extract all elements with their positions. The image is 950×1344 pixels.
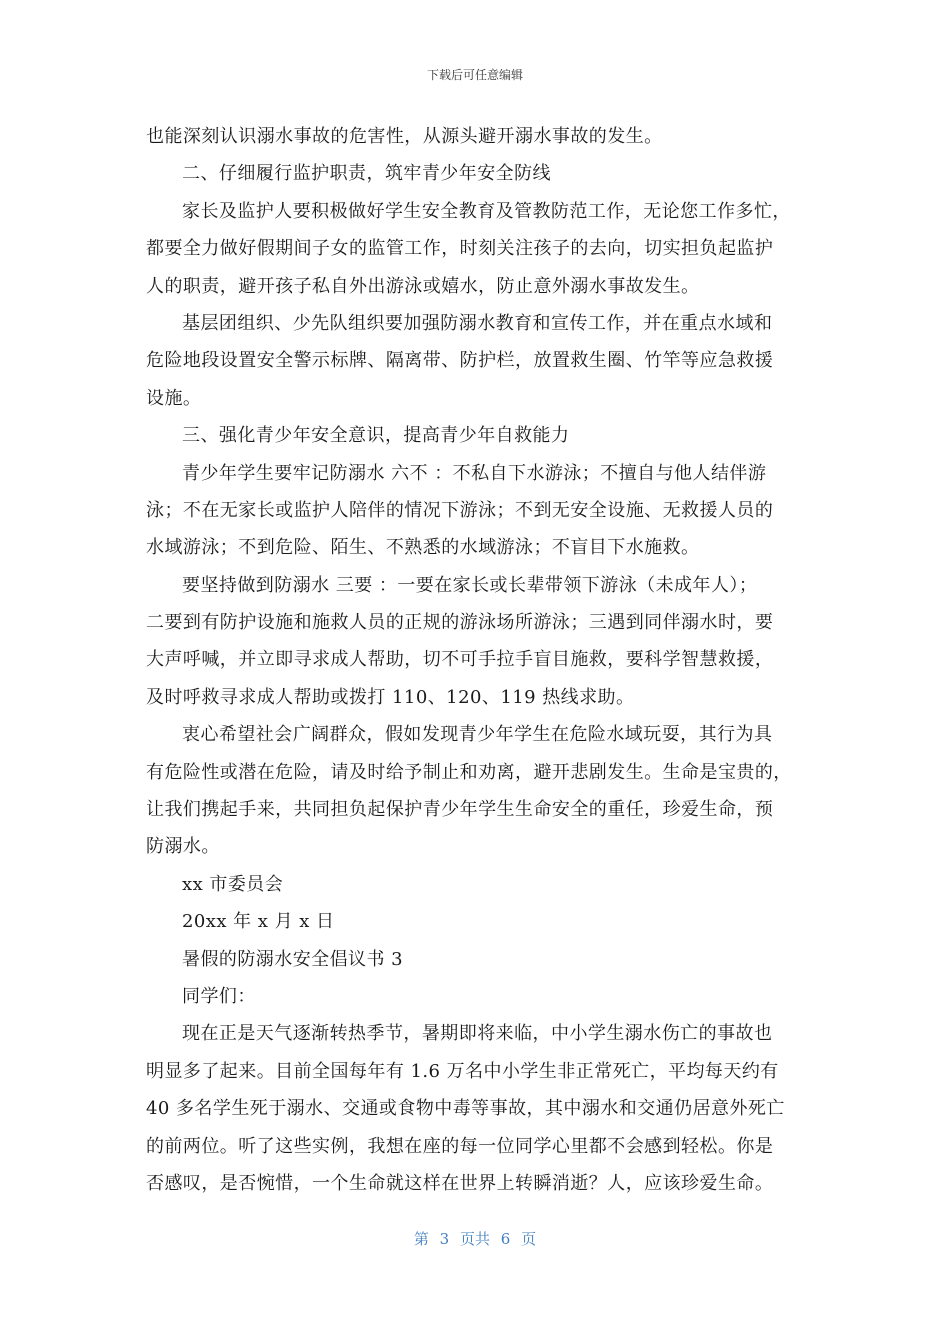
header-text: 下载后可任意编辑: [426, 68, 523, 82]
text-line: 防溺水。: [146, 836, 220, 858]
text-line: 二要到有防护设施和施救人员的正规的游泳场所游泳；三遇到同伴溺水时，要: [146, 612, 774, 634]
document-body: [146, 118, 808, 1202]
text-line: 40 多名学生死于溺水、交通或食物中毒等事故，其中溺水和交通仍居意外死亡: [146, 1098, 785, 1120]
section-heading: 三、强化青少年安全意识，提高青少年自救能力: [182, 425, 570, 447]
text-line: 设施。: [146, 387, 202, 409]
text-line: 及时呼救寻求成人帮助或拨打 110、120、119 热线求助。: [146, 686, 635, 708]
text-line: 危险地段设置安全警示标牌、隔离带、防护栏，放置救生圈、竹竿等应急救援: [146, 350, 774, 372]
page-footer: [0, 1228, 950, 1249]
text-line: 的前两位。听了这些实例，我想在座的每一位同学心里都不会感到轻松。你是: [146, 1135, 774, 1157]
text-line: 明显多了起来。目前全国每年有 1.6 万名中小学生非正常死亡，平均每天约有: [146, 1060, 779, 1082]
text-line: 都要全力做好假期间子女的监管工作，时刻关注孩子的去向，切实担负起监护: [146, 238, 774, 260]
footer-prefix: 第: [413, 1230, 429, 1248]
text-line: 也能深刻认识溺水事故的危害性，从源头避开溺水事故的发生。: [146, 126, 663, 147]
text-line: 大声呼喊，并立即寻求成人帮助，切不可手拉手盲目施救，要科学智慧救援，: [146, 649, 774, 671]
text-line: 青少年学生要牢记防溺水 六不 ：不私自下水游泳；不擅自与他人结伴游: [182, 462, 767, 484]
signature-org: xx 市委员会: [182, 873, 284, 895]
text-line: 要坚持做到防溺水 三要 ：一要在家长或长辈带领下游泳（未成年人）；: [182, 574, 758, 596]
current-page-number: 3: [439, 1230, 450, 1248]
text-line: 基层团组织、少先队组织要加强防溺水教育和宣传工作，并在重点水域和: [182, 312, 773, 334]
footer-suffix: 页: [521, 1230, 537, 1248]
text-line: 泳；不在无家长或监护人陪伴的情况下游泳；不到无安全设施、无救援人员的: [146, 499, 774, 521]
document-subtitle: 暑假的防溺水安全倡议书 3: [182, 948, 404, 970]
section-heading: 二、仔细履行监护职责，筑牢青少年安全防线: [182, 163, 551, 185]
text-line: 水域游泳；不到危险、陌生、不熟悉的水域游泳；不盲目下水施救。: [146, 537, 700, 559]
text-line: 家长及监护人要积极做好学生安全教育及管教防范工作，无论您工作多忙，: [182, 200, 791, 222]
text-line: 人的职责，避开孩子私自外出游泳或嬉水，防止意外溺水事故发生。: [146, 275, 700, 297]
text-line: 有危险性或潜在危险，请及时给予制止和劝离，避开悲剧发生。生命是宝贵的，: [146, 761, 792, 783]
text-line: 让我们携起手来，共同担负起保护青少年学生生命安全的重任，珍爱生命，预: [146, 799, 774, 821]
signature-date: 20xx 年 x 月 x 日: [182, 911, 335, 933]
text-line: 衷心希望社会广阔群众，假如发现青少年学生在危险水域玩耍，其行为具: [182, 724, 773, 746]
salutation: 同学们：: [182, 985, 256, 1007]
page-header: [0, 66, 950, 83]
text-line: 否感叹，是否惋惜，一个生命就这样在世界上转瞬消逝？人，应该珍爱生命。: [146, 1172, 774, 1194]
footer-mid: 页共: [459, 1230, 490, 1248]
text-line: 现在正是天气逐渐转热季节，暑期即将来临，中小学生溺水伤亡的事故也: [182, 1023, 773, 1045]
total-pages-number: 6: [500, 1230, 511, 1248]
